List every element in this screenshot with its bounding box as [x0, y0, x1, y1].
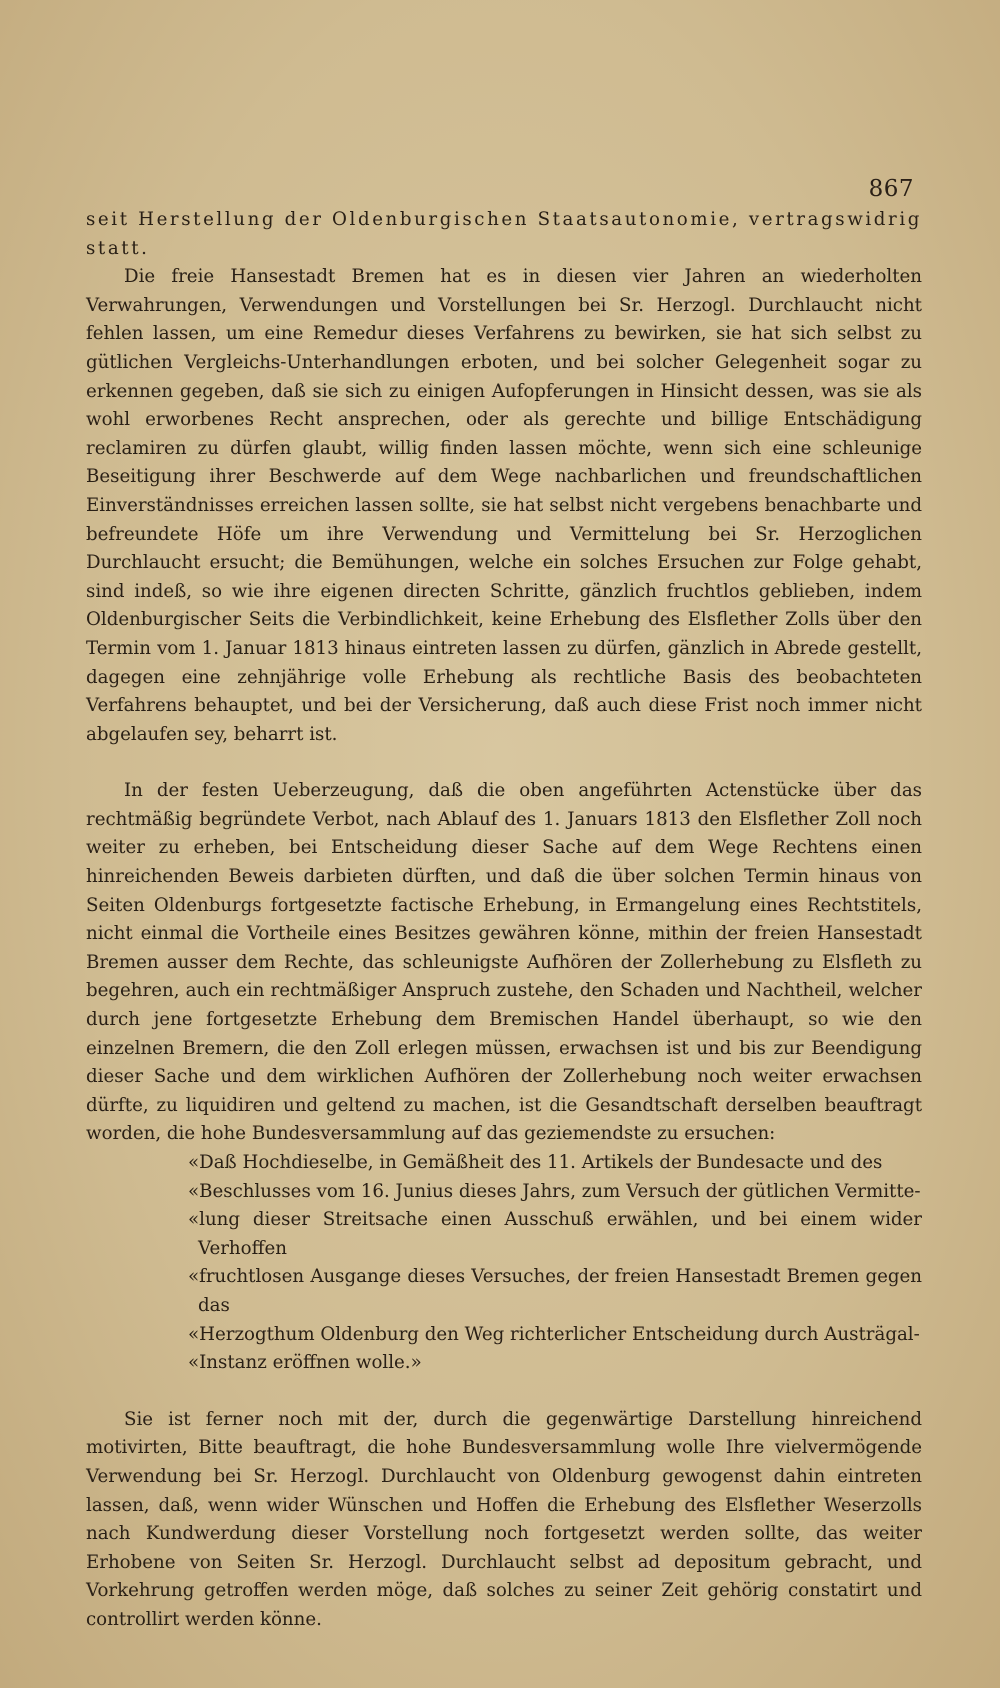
body-text	[86, 206, 922, 1635]
paragraph-gap	[86, 749, 922, 777]
page-number: 867	[868, 176, 914, 202]
paragraph-gap	[86, 1378, 922, 1406]
quote-line: «Beschlusses vom 16. Junius dieses Jahrs, zum Versuch der gütlichen Vermitte-	[188, 1180, 921, 1202]
paragraph-further-request: Sie ist ferner noch mit der, durch die gegenwärtige Darstellung hinreichend motivirten, Bitte beauftragt, die hohe Bundesversammlung wolle Ihre vielvermögende Verwendung bei Sr. Herzogl. Durchlaucht von Oldenburg gewogenst dahin eintreten lassen, daß, wenn wider Wünschen und Hoffen die Erhebung des Elsflether Weserzolls nach Kundwerdung dieser Vorstellung noch fortgesetzt werden sollte, das weiter Erhobene von Seiten Sr. Herzogl. Durchlaucht selbst ad depositum gebracht, und Vorkehrung getroffen werden möge, daß solches zu seiner Zeit gehörig constatirt und controllirt werden könne.	[86, 1408, 922, 1630]
quote-line: «fruchtlosen Ausgange dieses Versuches, der freien Hansestadt Bremen gegen das	[188, 1266, 922, 1316]
quote-line: «Daß Hochdieselbe, in Gemäßheit des 11. Artikels der Bundesacte und des	[188, 1152, 883, 1173]
quote-line: «Herzogthum Oldenburg den Weg richterlicher Entscheidung durch Austrägal-	[188, 1323, 920, 1345]
paragraph-bremen-efforts: Die freie Hansestadt Bremen hat es in diesen vier Jahren an wiederholten Verwahrungen, Verwendungen und Vorstellungen bei Sr. Herzogl. Durchlaucht nicht fehlen lassen, um eine Remedur dieses Verfahrens zu bewirken, sie hat sich selbst zu gütlichen Vergleichs-Unterhandlungen erboten, und bei solcher Gelegenheit sogar zu erkennen gegeben, daß sie sich zu einigen Aufopferungen in Hinsicht dessen, was sie als wohl erworbenes Recht ansprechen, oder als gerechte und billige Entschädigung reclamiren zu dürfen glaubt, willig finden lassen möchte, wenn sich eine schleunige Beseitigung ihrer Beschwerde auf dem Wege nachbarlichen und freundschaftlichen Einverständnisses erreichen lassen sollte, sie hat selbst nicht vergebens benachbarte und befreundete Höfe um ihre Verwendung und Vermittelung bei Sr. Herzoglichen Durchlaucht ersucht; die Bemühungen, welche ein solches Ersuchen zur Folge gehabt, sind indeß, so wie ihre eigenen directen Schritte, gänzlich fruchtlos geblieben, indem Oldenburgischer Seits die Verbindlichkeit, keine Erhebung des Elsflether Zolls über den Termin vom 1. Januar 1813 hinaus eintreten lassen zu dürfen, gänzlich in Abrede gestellt, dagegen eine zehnjährige volle Erhebung als rechtliche Basis des beobachteten Verfahrens behauptet, und bei der Versicherung, daß auch diese Frist noch immer nicht abgelaufen sey, beharrt ist.	[86, 266, 922, 745]
quote-line: «Instanz eröffnen wolle.»	[188, 1352, 422, 1374]
petition-quote	[86, 1149, 922, 1378]
quote-line: «lung dieser Streitsache einen Ausschuß erwählen, und bei einem wider Verhoffen	[188, 1209, 922, 1259]
paragraph-conviction: In der festen Ueberzeugung, daß die oben angeführten Actenstücke über das rechtmäßig begründete Verbot, nach Ablauf des 1. Januars 1813 den Elsflether Zoll noch weiter zu erheben, bei Entscheidung dieser Sache auf dem Wege Rechtens einen hinreichenden Beweis darbieten dürften, und daß die über solchen Termin hinaus von Seiten Oldenburgs fortgesetzte factische Erhebung, in Ermangelung eines Rechtstitels, nicht einmal die Vortheile eines Besitzes gewähren könne, mithin der freien Hansestadt Bremen ausser dem Rechte, das schleunigste Aufhören der Zollerhebung zu Elsfleth zu begehren, auch ein rechtmäßiger Anspruch zustehe, den Schaden und Nachtheil, welcher durch jene fortgesetzte Erhebung dem Bremischen Handel überhaupt, so wie den einzelnen Bremern, die den Zoll erlegen müssen, erwachsen ist und bis zur Beendigung dieser Sache und dem wirklichen Aufhören der Zollerhebung noch weiter erwachsen dürfte, zu liquidiren und geltend zu machen, ist die Gesandtschaft derselben beauftragt worden, die hohe Bundesversammlung auf das geziemendste zu ersuchen:	[86, 780, 922, 1145]
paragraph-continuation: seit Herstellung der Oldenburgischen Staatsautonomie, vertragswidrig statt.	[86, 209, 922, 259]
